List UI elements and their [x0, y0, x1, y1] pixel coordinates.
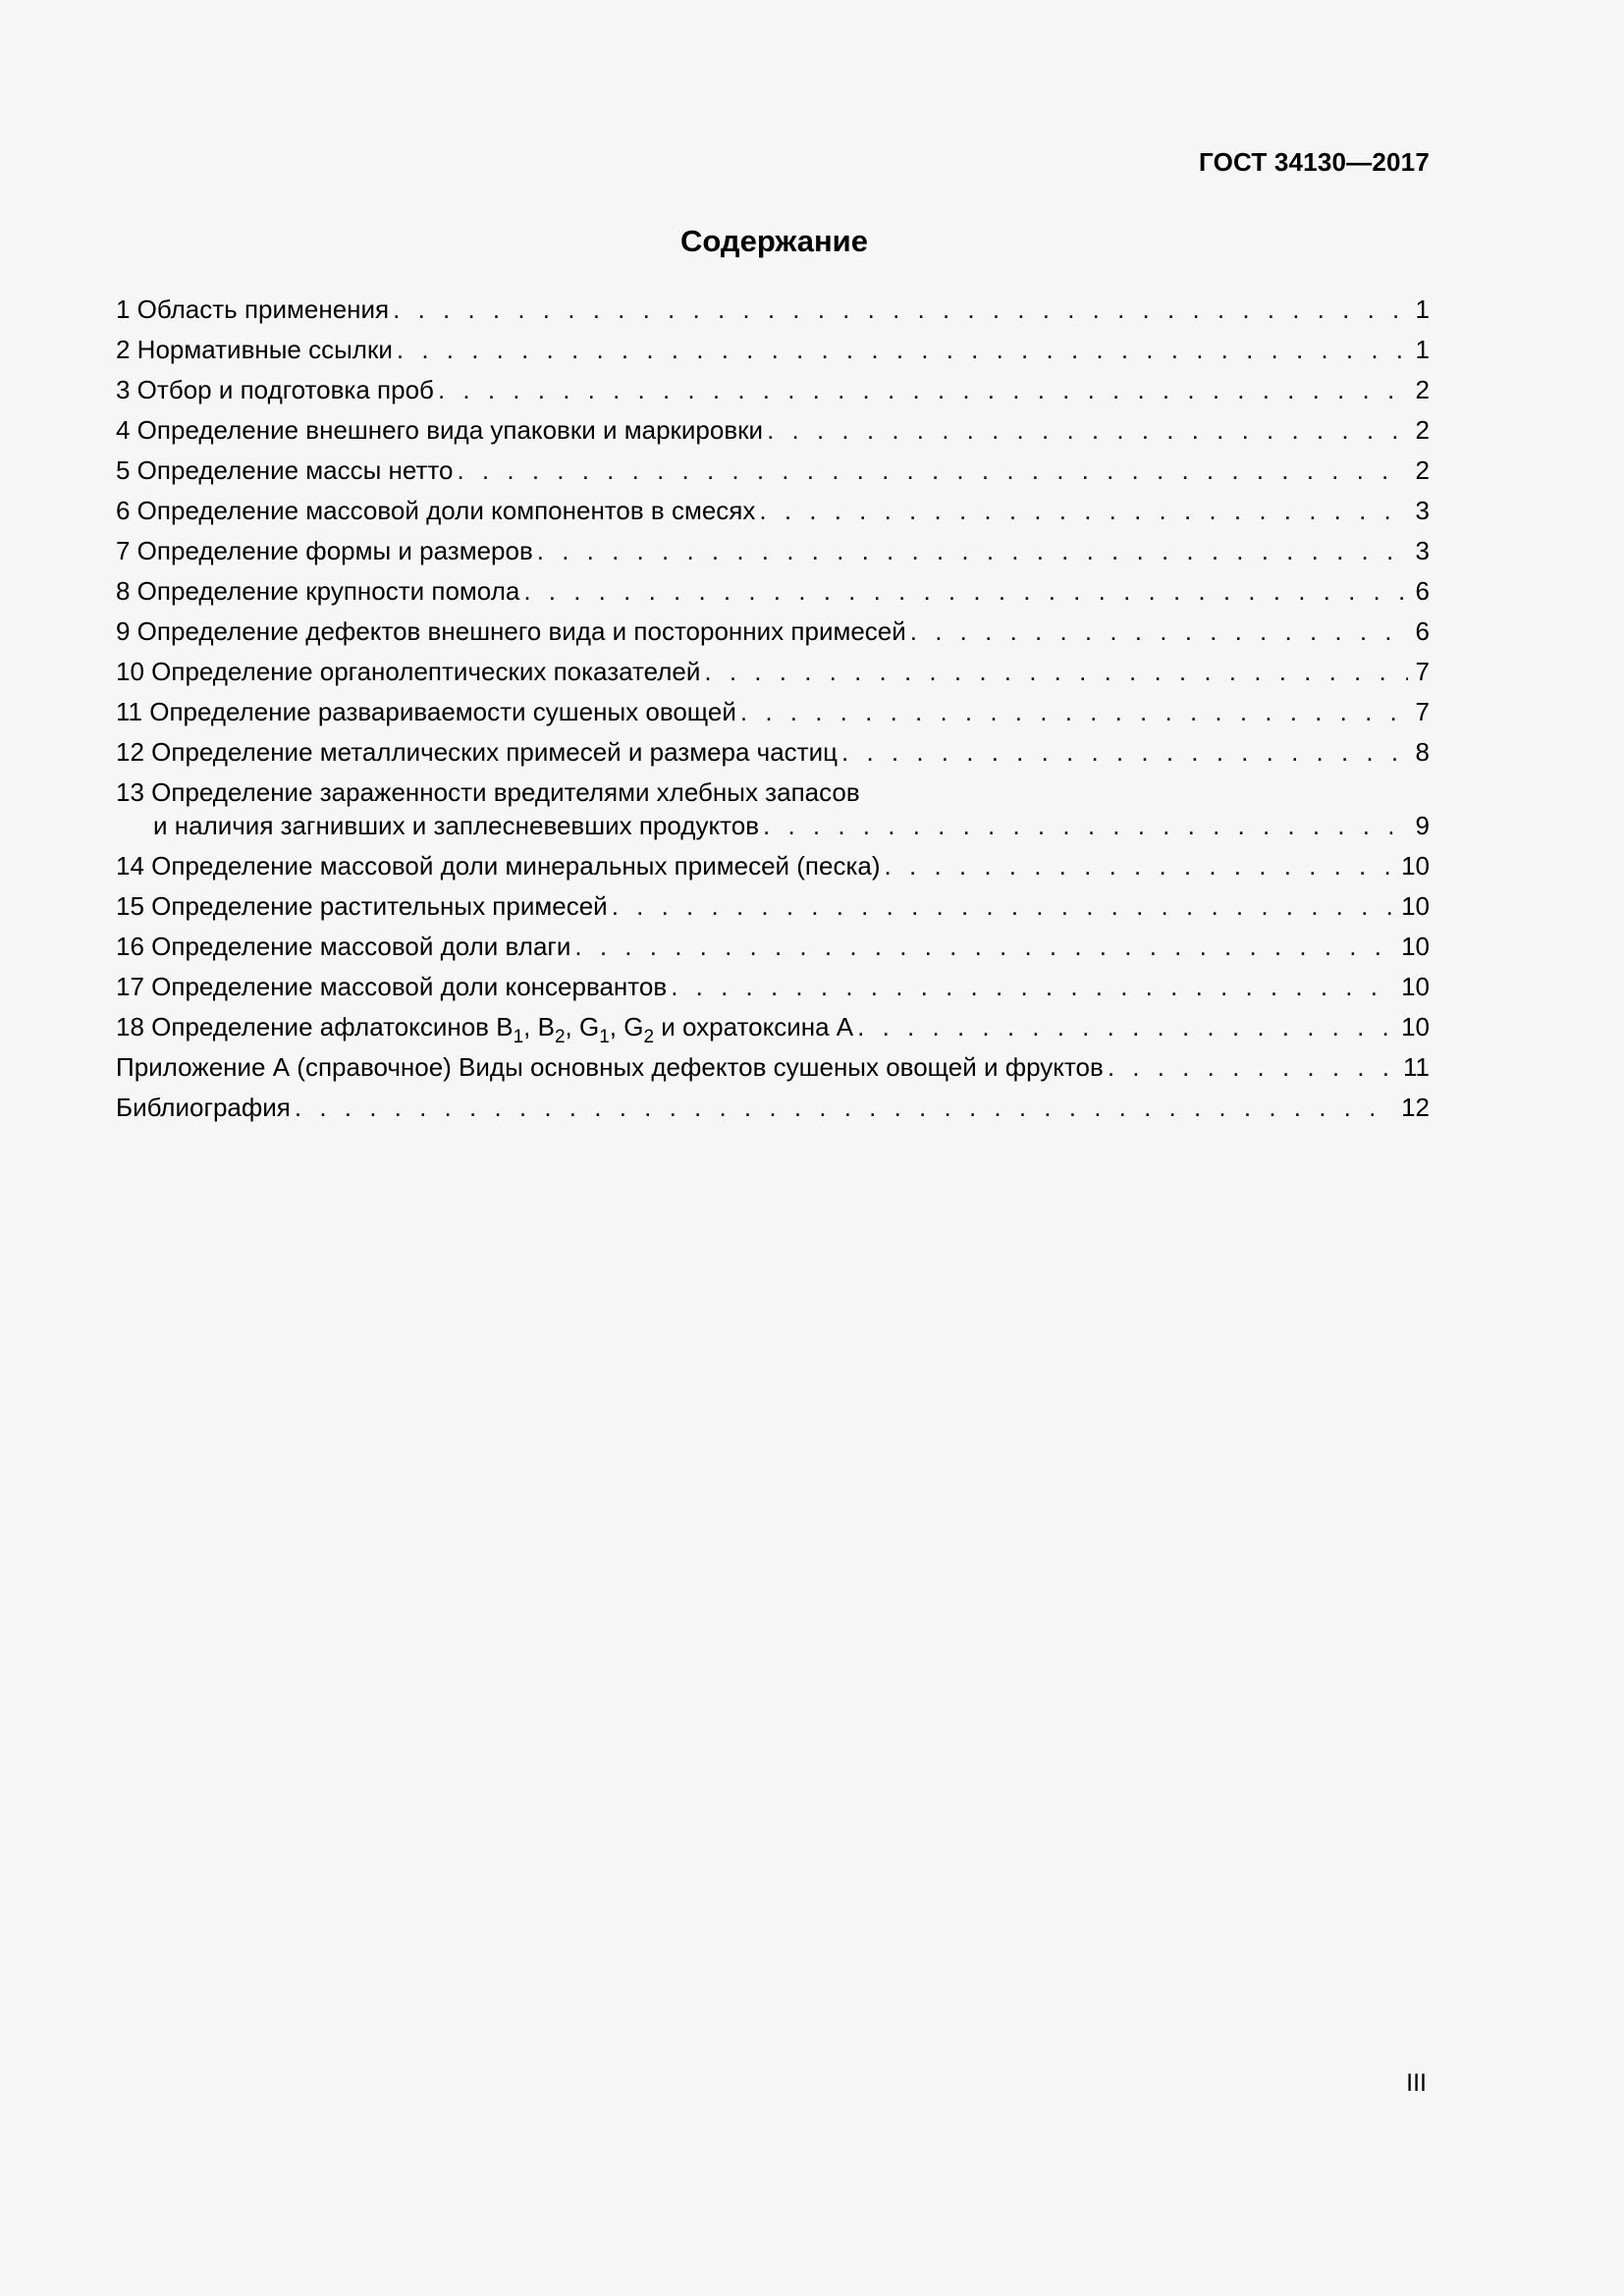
toc-entry-text: Библиография — [116, 1093, 291, 1122]
toc-entry-3[interactable] — [116, 374, 1430, 414]
toc-entry-text-continued: и наличия загнивших и заплесневевших продуктов — [153, 811, 760, 840]
dot-leader — [759, 495, 1407, 526]
toc-entry-continuation — [116, 810, 1430, 850]
toc-page-number: 3 — [1415, 496, 1430, 525]
toc-page-number: 2 — [1415, 455, 1430, 485]
toc-page-number: 6 — [1415, 616, 1430, 646]
dot-leader — [612, 890, 1393, 922]
dot-leader — [537, 535, 1408, 566]
toc-page-number: 6 — [1415, 576, 1430, 606]
toc-entry-14[interactable] — [116, 850, 1430, 890]
toc-page-number: 12 — [1401, 1093, 1430, 1122]
toc-entry-text-part: , G — [565, 1012, 600, 1041]
toc-entry-9[interactable] — [116, 615, 1430, 656]
dot-leader — [1108, 1051, 1395, 1083]
subscript: 1 — [513, 1027, 524, 1047]
toc-entry-text: 16 Определение массовой доли влаги — [116, 932, 571, 961]
toc-entry-1[interactable] — [116, 294, 1430, 334]
toc-entry-text: 3 Отбор и подготовка проб — [116, 375, 434, 404]
toc-entry-text: 11 Определение развариваемости сушеных овощей — [116, 697, 736, 726]
dot-leader — [523, 575, 1407, 607]
dot-leader — [574, 931, 1393, 962]
toc-title: Содержание — [680, 224, 868, 258]
toc-entry-16[interactable] — [116, 931, 1430, 971]
toc-entry-5[interactable] — [116, 454, 1430, 495]
toc-entry-2[interactable] — [116, 334, 1430, 374]
dot-leader — [763, 810, 1408, 841]
page-number: III — [1406, 2069, 1427, 2097]
toc-entry-text: 4 Определение внешнего вида упаковки и маркировки — [116, 415, 764, 445]
toc-page-number: 8 — [1415, 737, 1430, 767]
dot-leader — [740, 696, 1408, 727]
toc-entry-text: 17 Определение массовой доли консервантов — [116, 972, 668, 1001]
dot-leader — [857, 1011, 1393, 1042]
toc-entry-text: 2 Нормативные ссылки — [116, 335, 393, 364]
toc-entry-text-prefix: 18 Определение афлатоксинов B — [116, 1012, 514, 1041]
toc-page-number: 1 — [1415, 335, 1430, 364]
subscript: 1 — [599, 1027, 610, 1047]
subscript: 2 — [554, 1027, 566, 1047]
toc-page-number: 10 — [1401, 972, 1430, 1001]
toc-page-number: 3 — [1415, 536, 1430, 565]
toc-page-number: 7 — [1415, 657, 1430, 686]
toc-page-number: 10 — [1401, 891, 1430, 921]
table-of-contents — [116, 294, 1430, 1132]
toc-entry-text: 15 Определение растительных примесей — [116, 891, 608, 921]
toc-entry-text-part: , G — [609, 1012, 644, 1041]
dot-leader — [671, 971, 1393, 1002]
dot-leader — [397, 334, 1408, 365]
toc-page-number: 10 — [1401, 932, 1430, 961]
toc-entry-10[interactable] — [116, 656, 1430, 696]
toc-page-number: 10 — [1401, 1012, 1430, 1041]
toc-entry-bibliography[interactable] — [116, 1092, 1430, 1132]
toc-page-number: 7 — [1415, 697, 1430, 726]
toc-entry-text: 10 Определение органолептических показателей — [116, 657, 701, 686]
toc-entry-text: 8 Определение крупности помола — [116, 576, 520, 606]
toc-entry-text: 14 Определение массовой доли минеральных примесей (песка) — [116, 851, 881, 881]
toc-entry-text: 12 Определение металлических примесей и размера частиц — [116, 737, 839, 767]
toc-entry-text: 6 Определение массовой доли компонентов в смесях — [116, 496, 756, 525]
dot-leader — [704, 656, 1407, 687]
dot-leader — [910, 615, 1408, 647]
subscript: 2 — [643, 1027, 655, 1047]
toc-entry-text: 9 Определение дефектов внешнего вида и посторонних примесей — [116, 616, 906, 646]
toc-page-number: 11 — [1403, 1052, 1430, 1082]
toc-entry-11[interactable] — [116, 696, 1430, 736]
toc-entry-18[interactable] — [116, 1011, 1430, 1051]
dot-leader — [393, 294, 1407, 325]
toc-entry-15[interactable] — [116, 890, 1430, 931]
toc-entry-text-suffix: и охратоксина А — [654, 1012, 854, 1041]
dot-leader — [885, 850, 1394, 881]
toc-page-number: 10 — [1401, 851, 1430, 881]
toc-entry-8[interactable] — [116, 575, 1430, 615]
dot-leader — [438, 374, 1408, 405]
toc-page-number: 2 — [1415, 415, 1430, 445]
toc-entry-17[interactable] — [116, 971, 1430, 1011]
toc-entry-4[interactable] — [116, 414, 1430, 454]
dot-leader — [767, 414, 1407, 446]
toc-entry-text-part: , B — [523, 1012, 555, 1041]
document-code: ГОСТ 34130—2017 — [1199, 147, 1430, 177]
toc-page-number: 9 — [1415, 811, 1430, 840]
toc-page-number: 2 — [1415, 375, 1430, 404]
toc-entry-text — [116, 1011, 854, 1047]
dot-leader — [457, 454, 1407, 486]
toc-entry-6[interactable] — [116, 495, 1430, 535]
toc-entry-text: 7 Определение формы и размеров — [116, 536, 533, 565]
toc-entry-appendix-a[interactable] — [116, 1051, 1430, 1092]
toc-entry-text: Приложение А (справочное) Виды основных дефектов сушеных овощей и фруктов — [116, 1052, 1104, 1082]
toc-page-number: 1 — [1415, 294, 1430, 324]
dot-leader — [841, 736, 1408, 768]
toc-entry-12[interactable] — [116, 736, 1430, 776]
toc-entry-text: 1 Область применения — [116, 294, 390, 324]
toc-entry-7[interactable] — [116, 535, 1430, 575]
toc-entry-13[interactable] — [116, 776, 1430, 850]
toc-entry-text: 5 Определение массы нетто — [116, 455, 454, 485]
toc-entry-text: 13 Определение зараженности вредителями хлебных запасов — [116, 777, 860, 807]
dot-leader — [295, 1092, 1393, 1123]
